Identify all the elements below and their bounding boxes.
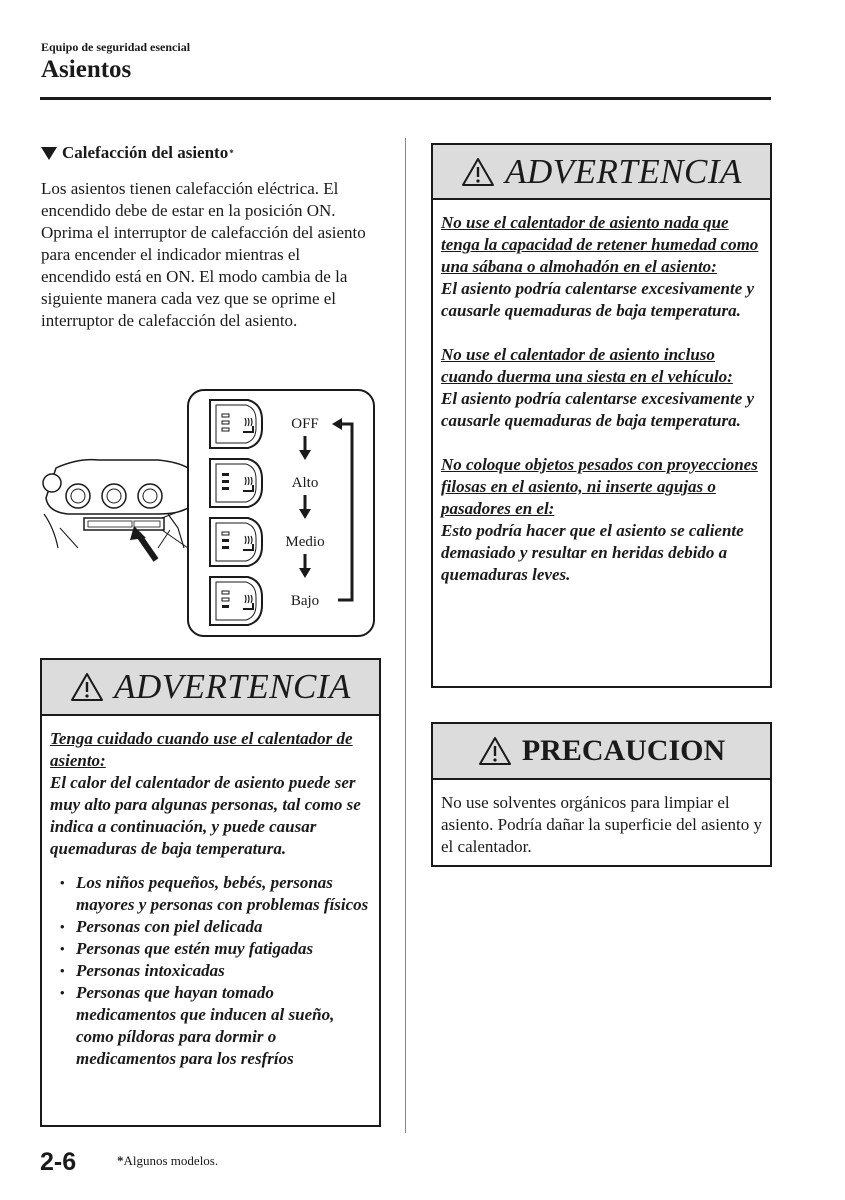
subsection-heading	[41, 143, 234, 163]
seat-heater-switch-icon	[210, 518, 262, 566]
caution-text: No use solventes orgánicos para limpiar el asiento. Podría dañar la superficie del asiento y el calentador.	[441, 793, 762, 856]
mode-label-alto: Alto	[291, 475, 319, 491]
warning-header	[42, 660, 379, 716]
seat-heater-diagram	[38, 388, 378, 640]
warning-box-right	[431, 143, 772, 688]
list-item: • Personas que estén muy fatigadas	[50, 938, 371, 960]
body-paragraph-2: Oprima el interruptor de calefacción del asiento para encender el indicador mientras el encendido está en ON. El modo cambia de la siguiente manera cada vez que se oprime el interruptor de calefacción del asiento.	[41, 223, 366, 330]
seat-heater-switch-icon	[210, 459, 262, 507]
warning-bullet-list	[50, 872, 371, 1070]
warning-text: Esto podría hacer que el asiento se caliente demasiado y resultar en heridas debido a quemaduras leves.	[441, 521, 744, 584]
warning-label: ADVERTENCIA	[114, 667, 351, 706]
footnote	[117, 1153, 218, 1169]
footnote-asterisk: *	[117, 1153, 124, 1168]
warning-triangle-icon	[478, 736, 512, 766]
list-item: • Personas que hayan tomado medicamentos que inducen al sueño, como píldoras para dormir o medicamentos para los resfríos	[50, 982, 371, 1070]
warning-text: El calor del calentador de asiento puede ser muy alto para algunas personas, tal como se indica a continuación, y puede causar quemaduras de baja temperatura.	[50, 773, 361, 858]
seat-heater-switch-icon	[210, 577, 262, 625]
asterisk-mark: *	[229, 148, 234, 158]
list-item: • Personas intoxicadas	[50, 960, 371, 982]
page-title: Asientos	[41, 56, 132, 83]
body-paragraph-1: Los asientos tienen calefacción eléctrica. El encendido debe de estar en la posición ON.	[41, 179, 339, 220]
body-text	[41, 178, 371, 332]
triangle-bullet-icon	[41, 147, 57, 160]
warning-triangle-icon	[461, 157, 495, 187]
warning-heading: No use el calentador de asiento nada que tenga la capacidad de retener humedad como una sábana o almohadón en el asiento:	[441, 213, 759, 276]
warning-heading: No coloque objetos pesados con proyecciones filosas en el asiento, ni inserte agujas o pasadores en el:	[441, 455, 758, 518]
caution-header	[433, 724, 770, 780]
page-number: 2-6	[40, 1148, 77, 1176]
mode-label-bajo: Bajo	[290, 593, 320, 609]
subsection-title: Calefacción del asiento	[62, 143, 229, 162]
warning-label: ADVERTENCIA	[505, 151, 742, 191]
caution-label: PRECAUCION	[521, 734, 726, 767]
warning-header	[433, 145, 770, 200]
warning-triangle-icon	[70, 672, 104, 702]
warning-body	[433, 200, 770, 586]
seat-heater-illustration	[38, 388, 378, 640]
warning-text: El asiento podría calentarse excesivamente y causarle quemaduras de baja temperatura.	[441, 279, 755, 320]
warning-heading: No use el calentador de asiento incluso cuando duerma una siesta en el vehículo:	[441, 345, 733, 386]
mode-label-medio: Medio	[285, 534, 325, 550]
warning-text: El asiento podría calentarse excesivamente y causarle quemaduras de baja temperatura.	[441, 389, 755, 430]
seat-heater-switch-icon	[210, 400, 262, 448]
warning-box-left	[40, 658, 381, 1127]
warning-heading: Tenga cuidado cuando use el calentador de asiento:	[50, 729, 353, 770]
caution-box	[431, 722, 772, 867]
list-item: • Personas con piel delicada	[50, 916, 371, 938]
warning-body	[42, 716, 379, 1070]
column-divider	[405, 138, 406, 1133]
header-divider	[40, 97, 771, 100]
footnote-text: Algunos modelos.	[123, 1153, 219, 1168]
mode-label-off: OFF	[291, 416, 319, 432]
list-item: • Los niños pequeños, bebés, personas mayores y personas con problemas físicos	[50, 872, 371, 916]
section-header: Equipo de seguridad esencial	[41, 40, 191, 54]
